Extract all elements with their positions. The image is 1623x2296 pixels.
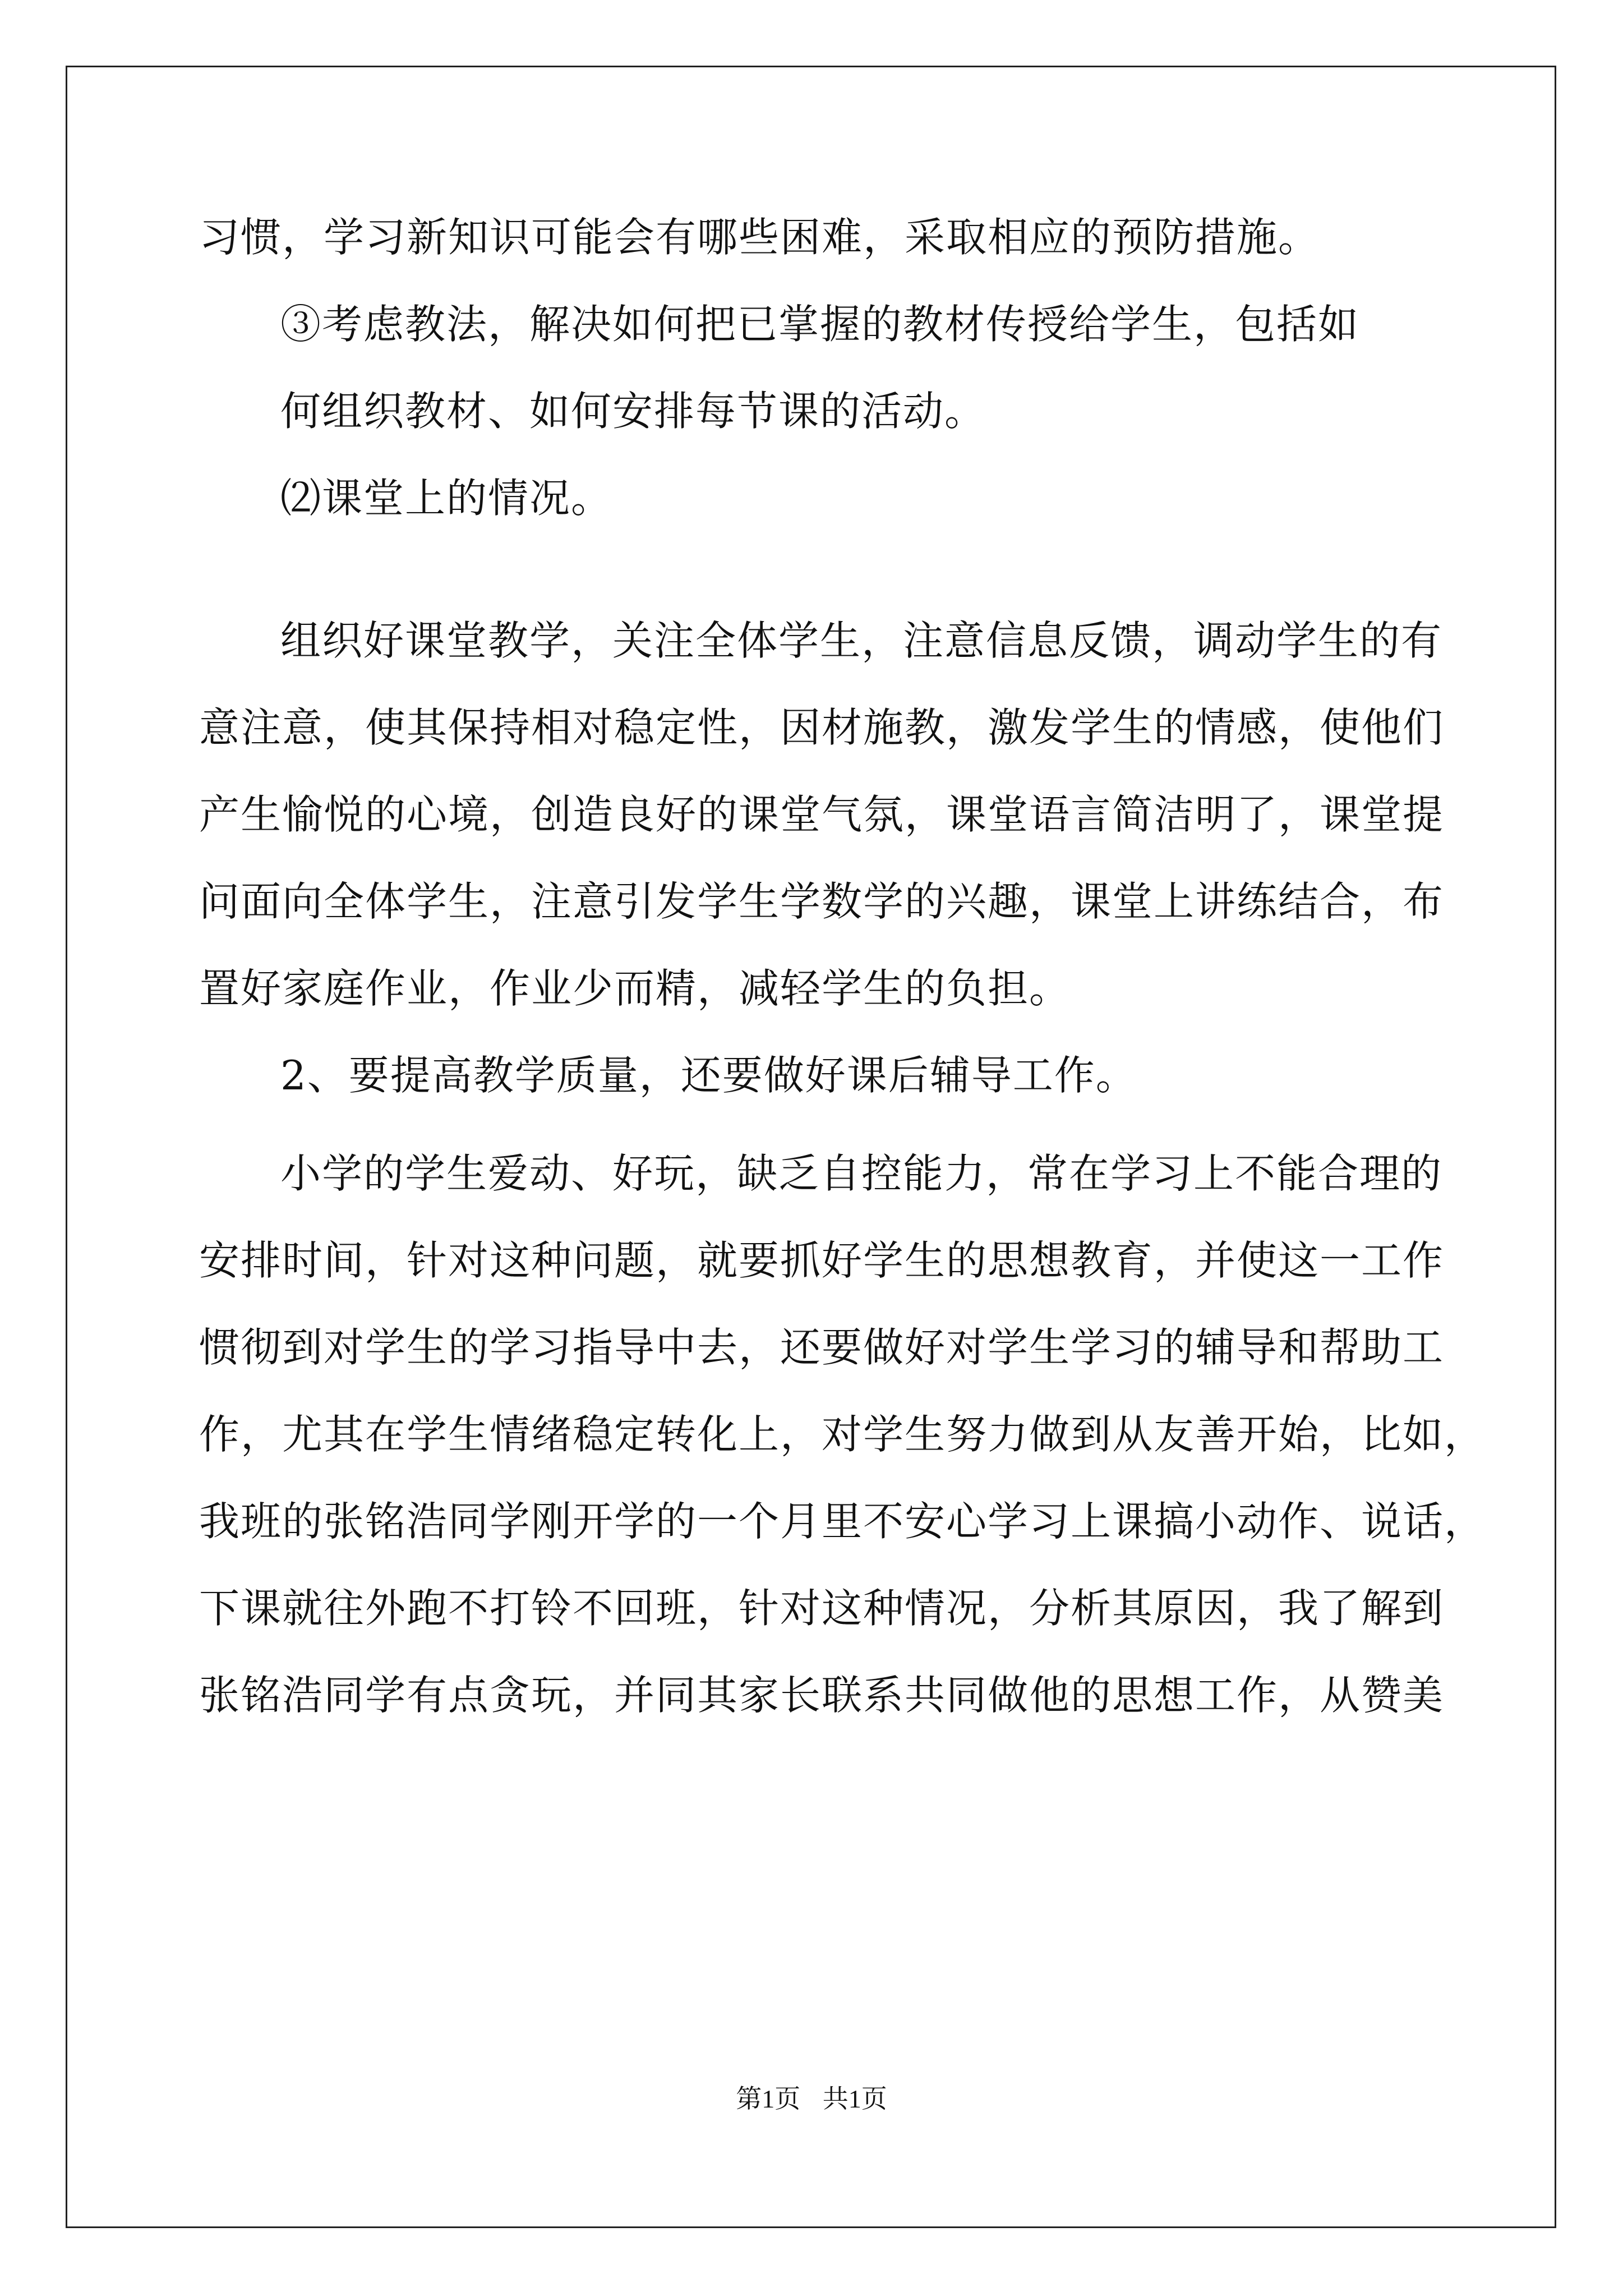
text-line: 置好家庭作业，作业少而精，减轻学生的负担。	[199, 965, 1071, 1012]
text-line: 张铭浩同学有点贪玩，并同其家长联系共同做他的思想工作，从赞美	[199, 1672, 1445, 1719]
text-line: 意注意，使其保持相对稳定性，因材施教，激发学生的情感，使他们	[199, 704, 1445, 751]
page-number: 第1页	[736, 2085, 801, 2113]
text-line: 惯彻到对学生的学习指导中去，还要做好对学生学习的辅导和帮助工	[199, 1324, 1445, 1371]
page-total: 共1页	[822, 2085, 887, 2113]
text-line: 2、要提高教学质量，还要做好课后辅导工作。	[280, 1052, 1137, 1099]
text-line: 组织好课堂教学，关注全体学生，注意信息反馈，调动学生的有	[280, 617, 1443, 664]
text-line: 安排时间，针对这种问题，就要抓好学生的思想教育，并使这一工作	[199, 1237, 1445, 1284]
text-line: 何组织教材、如何安排每节课的活动。	[280, 388, 986, 435]
text-line: 作，尤其在学生情绪稳定转化上，对学生努力做到从友善开始，比如，	[199, 1411, 1486, 1458]
text-line: ⑵课堂上的情况。	[280, 475, 613, 522]
text-line: 问面向全体学生，注意引发学生学数学的兴趣，课堂上讲练结合，布	[199, 878, 1445, 925]
text-line: ③考虑教法，解决如何把已掌握的教材传授给学生，包括如	[280, 301, 1360, 348]
text-line: 产生愉悦的心境，创造良好的课堂气氛，课堂语言简洁明了，课堂提	[199, 791, 1445, 838]
text-line: 小学的学生爱动、好玩，缺乏自控能力，常在学习上不能合理的	[280, 1150, 1443, 1197]
text-line: 下课就往外跑不打铃不回班，针对这种情况，分析其原因，我了解到	[199, 1585, 1445, 1632]
text-line: 我班的张铭浩同学刚开学的一个月里不安心学习上课搞小动作、说话，	[199, 1498, 1486, 1545]
text-line: 习惯，学习新知识可能会有哪些困难，采取相应的预防措施。	[199, 214, 1320, 261]
page-footer	[0, 2082, 1623, 2116]
